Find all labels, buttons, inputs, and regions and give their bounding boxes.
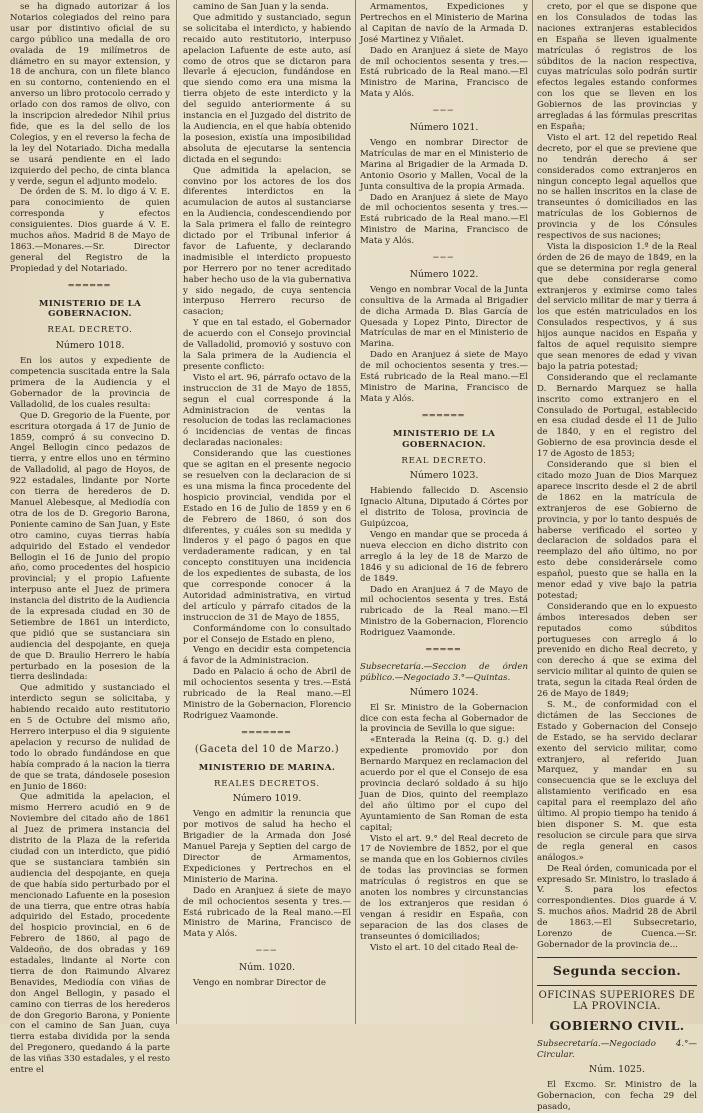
paragraph: creto, por el que se dispone que en los Consulados de todas las naciones extranjeras establecidos en España se lleven igualmente matrículas ó registros de los súbditos de la nacion respectiva, cuyas matrículas solo podrán surtir efectos legales estando conformes con los que se lleven en los Gobiernos de las provincias y arregladas á las fórmulas prescritas en España;: [537, 2, 697, 132]
separator: ══════: [68, 280, 112, 291]
paragraph: se ha dignado autorizar á los Notarios colegiados del reino para usar por distintivo oficial de su cargo público una medalla de oro ovalada de 19 milímetros de diámetro en su mayor extension, y 18 de anchura, con un filete blanco en su contorno, conteniendo en el anverso un libro protocolo cerrado y orlado con dos ramos de olivo, con la inscripcion alrededor Nihil prius fide, que es la del sello de los Colegios, y en el reverso la fecha de la ley del Notariado. Dicha medalla se usará pendiente en el lado izquierdo del pecho, de cinta blanca y verde, segun el adjunto modelo.: [10, 2, 170, 187]
paragraph: Que admitida la apelacion, el mismo Herrero acudió en 9 de Noviembre del citado año de 1861 al Juez de primera instancia del distrito de la Plaza de la referida ciudad con un interdicto, que pidió que se sustanciara también sin audiencia del despojante, en queja de que había sido perturbado por el mencionado Lafuente en la posesion de una tierra, que entre otras había adquirido del Estado, procedente del hospicio provincial, en 6 de Febrero de 1860, al pago de Valdeoño, de dos obradas y 169 estadales, lindante al Norte con tierra de don Raimundo Alvarez Benavides, Mediodía con viñas de don Angel Bellogin, y pasado el camino con tierras de los herederos de don Gregorio Barona, y Poniente con el camino de San Juan, cuya tierra estaba dividida por la senda del Pregonero, quedando á la parte de las viñas 330 estadales, y el resto entre el: [10, 792, 170, 1076]
horizontal-rule: [537, 957, 697, 958]
paragraph: Dado en Palacio á ocho de Abril de mil ochocientos sesenta y tres.—Está rubricado de la Real mano.—El Ministro de la Gobernacion, Florencio Rodriguez Vaamonde.: [183, 667, 351, 721]
decree-number: Número 1019.: [232, 793, 302, 805]
paragraph: Que admitido y sustanciado el interdicto segun se solicitaba, y habiendo recaido auto restitutorio en 5 de Octubre del mismo año, Herrero interpuso el dia 9 siguiente apelacion y recurso de nulidad de todo lo obrado fundándose en que había comprado á la nacion la tierra de que se trata, dándosele posesion en Junio de 1860:: [10, 683, 170, 792]
paragraph: Considerando que las cuestiones que se agitan en el presente negocio se resuelven con la declaracion de si es una misma la finca procedente del hospicio provincial, vendida por el Estado en 16 de Julio de 1859 y en 6 de Febrero de 1860, ó son dos diferentes, y cuáles son su medida y linderos y el pago ó pagos en que verdaderamente radican, y en tal concepto constituyen una incidencia de los expedientes de subasta, de los que corresponde conocer á la Autoridad administrativa, en virtud del artículo y párrafo citados de la instruccion de 31 de Mayo de 1855,: [183, 449, 351, 623]
decree-heading: REALES DECRETOS.: [214, 778, 320, 789]
paragraph: Vengo en nombrar Director de Matrículas de mar en el Ministerio de Marina al Brigadier de la Armada D. Antonio Osorio y Mallen, Vocal de la Junta consultiva de la propia Armada.: [360, 137, 528, 192]
paragraph: «Enterada la Reina (q. D. g.) del expediente promovido por don Bernardo Marquez en reclamacion del acuerdo por el que el Consejo de esa provincia declaró soldado á su hijo Juan de Dios, quinto del reemplazo del año último por el cupo del Ayuntamiento de San Roman de esta capital;: [360, 735, 528, 833]
paragraph: Vengo en nombrar Director de: [193, 978, 326, 989]
separator: ───: [256, 946, 278, 957]
paragraph: El Sr. Ministro de la Gobernacion dice con esta fecha al Gobernador de la provincia de Sevilla lo que sigue:: [360, 702, 528, 735]
paragraph: Considerando que si bien el citado mozo Juan de Dios Marquez aparece inscrito desde el 2 de abril de 1862 en la matrícula de extranjeros de ese Gobierno de provincia, y por lo tanto después de haberse verificado el sorteo y declaracion de soldados para el reemplazo del año último, no por esto debe considerársele como español, puesto que se halla en la menor edad y vive bajo la patria potestad;: [537, 460, 697, 601]
decree-number: Número 1024.: [409, 686, 479, 698]
section-heading: MINISTERIO DE LA GOBERNACION.: [38, 298, 142, 320]
paragraph: Armamentos, Expediciones y Pertrechos en el Ministerio de Marina al Capitan de navío de la Armada D. José Martinez y Viñalet.: [360, 2, 528, 45]
paragraph: En los autos y expediente de competencia suscitada entre la Sala primera de la Audiencia y el Gobernador de la provincia de Valladolid, de los cuales resulta:: [10, 356, 170, 410]
paragraph: Visto el art. 10 del citado Real de-: [370, 942, 519, 953]
paragraph: Vengo en admitir la renuncia que por motivos de salud ha hecho el Brigadier de la Armada don José Manuel Pareja y Septien del cargo de Director de Armamentos, Expediciones y Pertrechos en el Ministerio de Marina.: [183, 809, 351, 885]
paragraph: Dado en Aranjuez á 7 de Mayo de mil ochocientos sesenta y tres. Está rubricado de la Real mano.—El Ministro de la Gobernacion, Florencio Rodriguez Vaamonde.: [360, 584, 528, 639]
paragraph: Y que en tal estado, el Gobernador de acuerdo con el Consejo provincial de Valladolid, promovió y sostuvo con la Sala primera de la Audiencia el presente conflicto:: [183, 318, 351, 372]
paragraph: Visto el art. 12 del repetido Real decreto, por el que se previene que no tendrán derecho á ser considerados como extranjeros en ningun concepto legal aquellos que no se hallen inscritos en la clase de transeuntes ó domiciliados en las matrículas de los Gobiernos de provincia y de los Cónsules respectivos de sus naciones;: [537, 132, 697, 242]
decree-heading: REAL DECRETO.: [401, 455, 487, 466]
decree-number: Núm. 1025.: [589, 1064, 645, 1076]
column-rule: [176, 0, 177, 1024]
separator: ═════: [426, 645, 462, 656]
sub-heading: OFICINAS SUPERIORES DE LA PROVINCIA.: [538, 989, 696, 1012]
decree-heading: REAL DECRETO.: [47, 325, 133, 336]
paragraph: Considerando que el reclamante D. Bernardo Marquez se halla inscrito como extranjero en el Consulado de Portugal, establecido en esa ciudad desde el 11 de Julio de 1840, y en el registro del Gobierno de esa provincia desde el 17 de Agosto de 1853;: [537, 372, 697, 460]
paragraph: Que D. Gregorio de la Fuente, por escritura otorgada á 17 de Junio de 1859, compró á su convecino D. Angel Bellogin cinco pedazos de tierra, y entre ellos uno en término de Valladolid, al pago de Hoyos, de 922 estadales, lindante por Norte con tierra de herederos de D. Manuel Alebesque, al Mediodía con otra de los de D. Gregorio Barona, Poniente camino de San Juan, y Este otro camino, cuyas tierras había adquirido del Estado el vendedor Bellogin el 16 de Junio del propio año, como procedentes del hospicio provincial; y el propio Lafuente interpuso ante el Juez de primera instancia del distrito de la Audiencia de la expresada ciudad en 30 de Setiembre de 1861 un interdicto, que pidió que se sustanciara sin audiencia del despojante, en queja de que D. Braulio Herrero le había perturbado en la posesion de la tierra deslindada:: [10, 410, 170, 683]
office-line: Subsecretaría.—Seccion de órden público.—Negociado 3.°—Quintas.: [360, 661, 528, 683]
separator: ───: [433, 253, 455, 264]
column-rule: [532, 0, 533, 1024]
paragraph: Vengo en mandar que se proceda á nueva eleccion en dicho distrito con arreglo á la ley de 18 de Marzo de 1846 y su adicional de 16 de febrero de 1849.: [360, 529, 528, 584]
paragraph: El Excmo. Sr. Ministro de la Gobernacion, con fecha 29 del pasado,: [537, 1080, 697, 1112]
paragraph: Visto el art. 96, párrafo octavo de la instruccion de 31 de Mayo de 1855, segun el cual corresponde á la Administracion de ventas la resolucion de todas las reclamaciones ó incidencias de ventas de fincas declaradas nacionales:: [183, 372, 351, 449]
separator: ══════: [422, 410, 466, 421]
paragraph: Vengo en nombrar Vocal de la Junta consultiva de la Armada al Brigadier de dicha Armada D. Blas García de Quesada y Lopez Pinto, Director de Matrículas de mar en el Ministerio de Marina.: [360, 284, 528, 350]
paragraph: De Real órden, comunicada por el expresado Sr. Ministro, lo traslado á V. S. para los efectos correspondientes. Dios guarde á V. S. muchos años. Madrid 28 de Abril de 1863.—El Subsecretario, Lorenzo de Cuenca.—Sr. Gobernador de la provincia de...: [537, 863, 697, 950]
paragraph: Visto el art. 9.° del Real decreto de 17 de Noviembre de 1852, por el que se manda que en los Gobiernos civiles de todas las provincias se formen matrículas ó registros en que se anoten los nombres y circunstancias de los extranjeros que residan ó vengan á residir en España, con separacion de las dos clases de transeuntes ó domiciliados;: [360, 833, 528, 942]
paragraph: Dado en Aranjuez á siete de Mayo de mil ochocientos sesenta y tres.—Está rubricado de la Real mano.—El Ministro de Marina, Francisco de Mata y Alós.: [360, 192, 528, 247]
decree-number: Número 1022.: [409, 268, 479, 280]
sub-heading: (Gaceta del 10 de Marzo.): [194, 743, 340, 755]
decree-number: Número 1023.: [409, 470, 479, 482]
decree-number: Núm. 1020.: [239, 962, 295, 974]
horizontal-rule: [537, 985, 697, 986]
decree-number: Número 1018.: [55, 340, 125, 352]
separator: ───: [433, 106, 455, 117]
paragraph: Vista la disposicion 1.ª de la Real órden de 26 de mayo de 1849, en la que se determina por regla general que debe considerarse como extranjeros y eximirse como tales del servicio militar de mar y tierra á los que estén matriculados en los Consulados respectivos, y á sus hijos aunque nacidos en España y faltos de aquel requisito siempre que sean menores de edad y vivan bajo la patria potestad;: [537, 241, 697, 372]
paragraph: Que admitida la apelacion, se convino por los actores de los dos diferentes interdictos en la acumulacion de autos al sustanciarse en la Audiencia, condescendiendo por la Sala primera el fallo de reintegro dictado por el Tribunal inferior á favor de Lafuente, y declarando inadmisible el interdicto propuesto por Herrero por no tener acreditado haber hecho uso de la via gubernativa y sido negado, de cuya sentencia interpuso Herrero recurso de casacion;: [183, 165, 351, 318]
paragraph: Dado en Aranjuez á siete de mayo de mil ochocientos sesenta y tres.—Está rubricado de la Real mano.—El Ministro de Marina, Francisco de Mata y Alós.: [183, 885, 351, 940]
paragraph: Dado en Aranjuez á siete de Mayo de mil ochocientos sesenta y tres.—Está rubricado de la Real mano.—El Ministro de Marina, Francisco de Mata y Alós.: [360, 45, 528, 100]
column-4: [537, 0, 697, 1112]
section-title: Segunda seccion.: [552, 962, 682, 978]
paragraph: Que admitido y sustanciado, segun se solicitaba el interdicto, y habiendo recaido auto restitutorio, interpuso apelacion Lafuente de este auto, así como de otros que se dictaron para llevarle á ejecucion, fundándose en que siendo como era una misma la tierra objeto de este interdicto y la del seguido anteriormente á su instancia en el Juzgado del distrito de la Audiencia, en el que había obtenido la posesion, existía una imposibilidad absoluta de ejecutarse la sentencia dictada en el segundo:: [183, 12, 351, 165]
column-rule: [355, 0, 356, 1024]
office-line: Subsecretaría.—Negociado 4.°—Circular.: [537, 1039, 697, 1061]
paragraph: Dado en Aranjuez á siete de Mayo de mil ochocientos sesenta y tres.—Está rubricado de la Real mano.—El Ministro de Marina, Francisco de Mata y Alós.: [360, 350, 528, 404]
paragraph: S. M., de conformidad con el dictámen de las Secciones de Estado y Gobernacion del Consejo de Estado, se ha servido declarar exento del servicio militar, como extranjero, al referido Juan Marquez, y mandar en su consecuencia que se le excluya del alistamiento verificado en esa capital para el reemplazo del año último. Al propio tiempo ha tenido á bien disponer S. M. que esta resolucion se circule para que sirva de regla general en casos análogos.»: [537, 700, 697, 863]
decree-number: Número 1021.: [409, 122, 479, 134]
paragraph: Considerando que en lo expuesto ámbos interesados deben ser reputados como súbditos portugueses con arreglo á lo prevenido en dicho Real decreto, y con derecho á que se exima del servicio militar al quinto de quien se trata, segun la citada Real órden de 26 de Mayo de 1849;: [537, 601, 697, 700]
column-3: [360, 0, 528, 1024]
section-heading: MINISTERIO DE LA GOBERNACION.: [392, 428, 496, 450]
separator: ═══════: [241, 727, 293, 738]
paragraph: De órden de S. M. lo digo á V. E. para conocimiento de quien corresponda y efectos consiguientes. Dios guarde á V. E. muchos años. Madrid 8 de Mayo de 1863.—Monares.—Sr. Director general del Registro de la Propiedad y del Notariado.: [10, 187, 170, 274]
paragraph: Conformándome con lo consultado por el Consejo de Estado en pleno,: [183, 623, 351, 645]
paragraph: Habiendo fallecido D. Ascensio Ignacio Altuna, Diputado á Córtes por el distrito de Tolosa, provincia de Guipúzcoa,: [360, 486, 528, 530]
column-1: [10, 0, 170, 1076]
column-2: [183, 0, 351, 1024]
paragraph: Vengo en decidir esta competencia á favor de la Administracion.: [183, 645, 351, 667]
paragraph: camino de San Juan y la senda.: [193, 2, 329, 12]
section-title: GOBIERNO CIVIL.: [549, 1017, 685, 1033]
section-heading: MINISTERIO DE MARINA.: [198, 762, 336, 773]
